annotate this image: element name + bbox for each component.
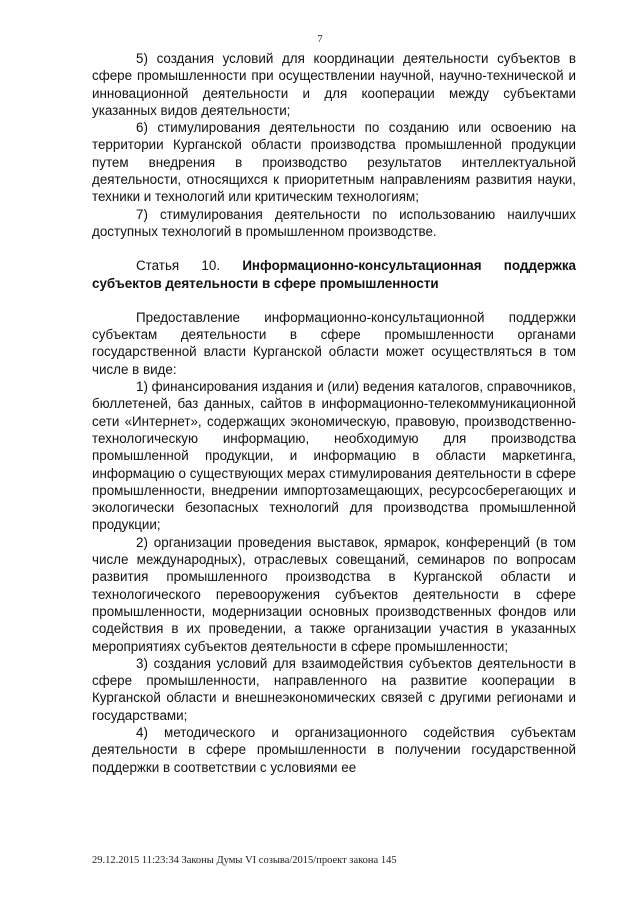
article-item-4: 4) методического и организационного содействия субъектам деятельности в сфере промышленности в получении государственной поддержки в соответствии с условиями ее bbox=[92, 724, 576, 775]
article-item-3: 3) создания условий для взаимодействия субъектов деятельности в сфере промышленности, направленного на развитие кооперации в Курганской области и внешнеэкономических связей с другими регионами и государствами; bbox=[92, 655, 576, 723]
article-number: Статья 10. bbox=[136, 258, 243, 274]
paragraph-item-5: 5) создания условий для координации деятельности субъектов в сфере промышленности при осуществлении научной, научно-технической и инновационной деятельности и для кооперации между субъектами указанных видов деятельности; bbox=[92, 51, 576, 118]
article-item-1: 1) финансирования издания и (или) ведения каталогов, справочников, бюллетеней, баз данных, сайтов в информационно-телекоммуникационной сети «Интернет», содержащих экономическую, правовую, производственно-технологическую информацию, необходимую для производства промышленной продукции, и информацию в области маркетинга, информацию о существующих мерах стимулирования деятельности в сфере промышленности, внедрении импортозамещающих, ресурсосберегающих и экологически безопасных технологий для производства промышленной продукции; bbox=[92, 379, 576, 533]
article-intro-paragraph: Предоставление информационно-консультационной поддержки субъектам деятельности в сфере промышленности органами государственной власти Курганской области может осуществляться в том числе в виде: bbox=[92, 309, 576, 377]
paragraph-item-7: 7) стимулирования деятельности по использованию наилучших доступных технологий в промышленном производстве. bbox=[92, 206, 576, 239]
article-heading bbox=[92, 257, 576, 292]
page-number: 7 bbox=[317, 33, 323, 45]
article-title: Информационно-консультационная поддержка субъектов деятельности в сфере промышленности bbox=[92, 258, 576, 291]
document-body bbox=[92, 50, 576, 776]
paragraph-item-6: 6) стимулирования деятельности по созданию или освоению на территории Курганской области производства промышленной продукции путем внедрения в производство результатов интеллектуальной деятельности, относящихся к приоритетным направлениям развития науки, техники и технологий или критическим технологиям; bbox=[92, 120, 576, 205]
document-footer: 29.12.2015 11:23:34 Законы Думы VI созыва/2015/проект закона 145 bbox=[92, 855, 397, 866]
article-item-2: 2) организации проведения выставок, ярмарок, конференций (в том числе международных), отраслевых совещаний, семинаров по вопросам развития промышленного производства в Курганской области и технологического перевооружения субъектов деятельности в сфере промышленности, модернизации основных производственных фондов или содействия в их проведении, а также организации участия в указанных мероприятиях субъектов деятельности в сфере промышленности; bbox=[92, 534, 576, 654]
